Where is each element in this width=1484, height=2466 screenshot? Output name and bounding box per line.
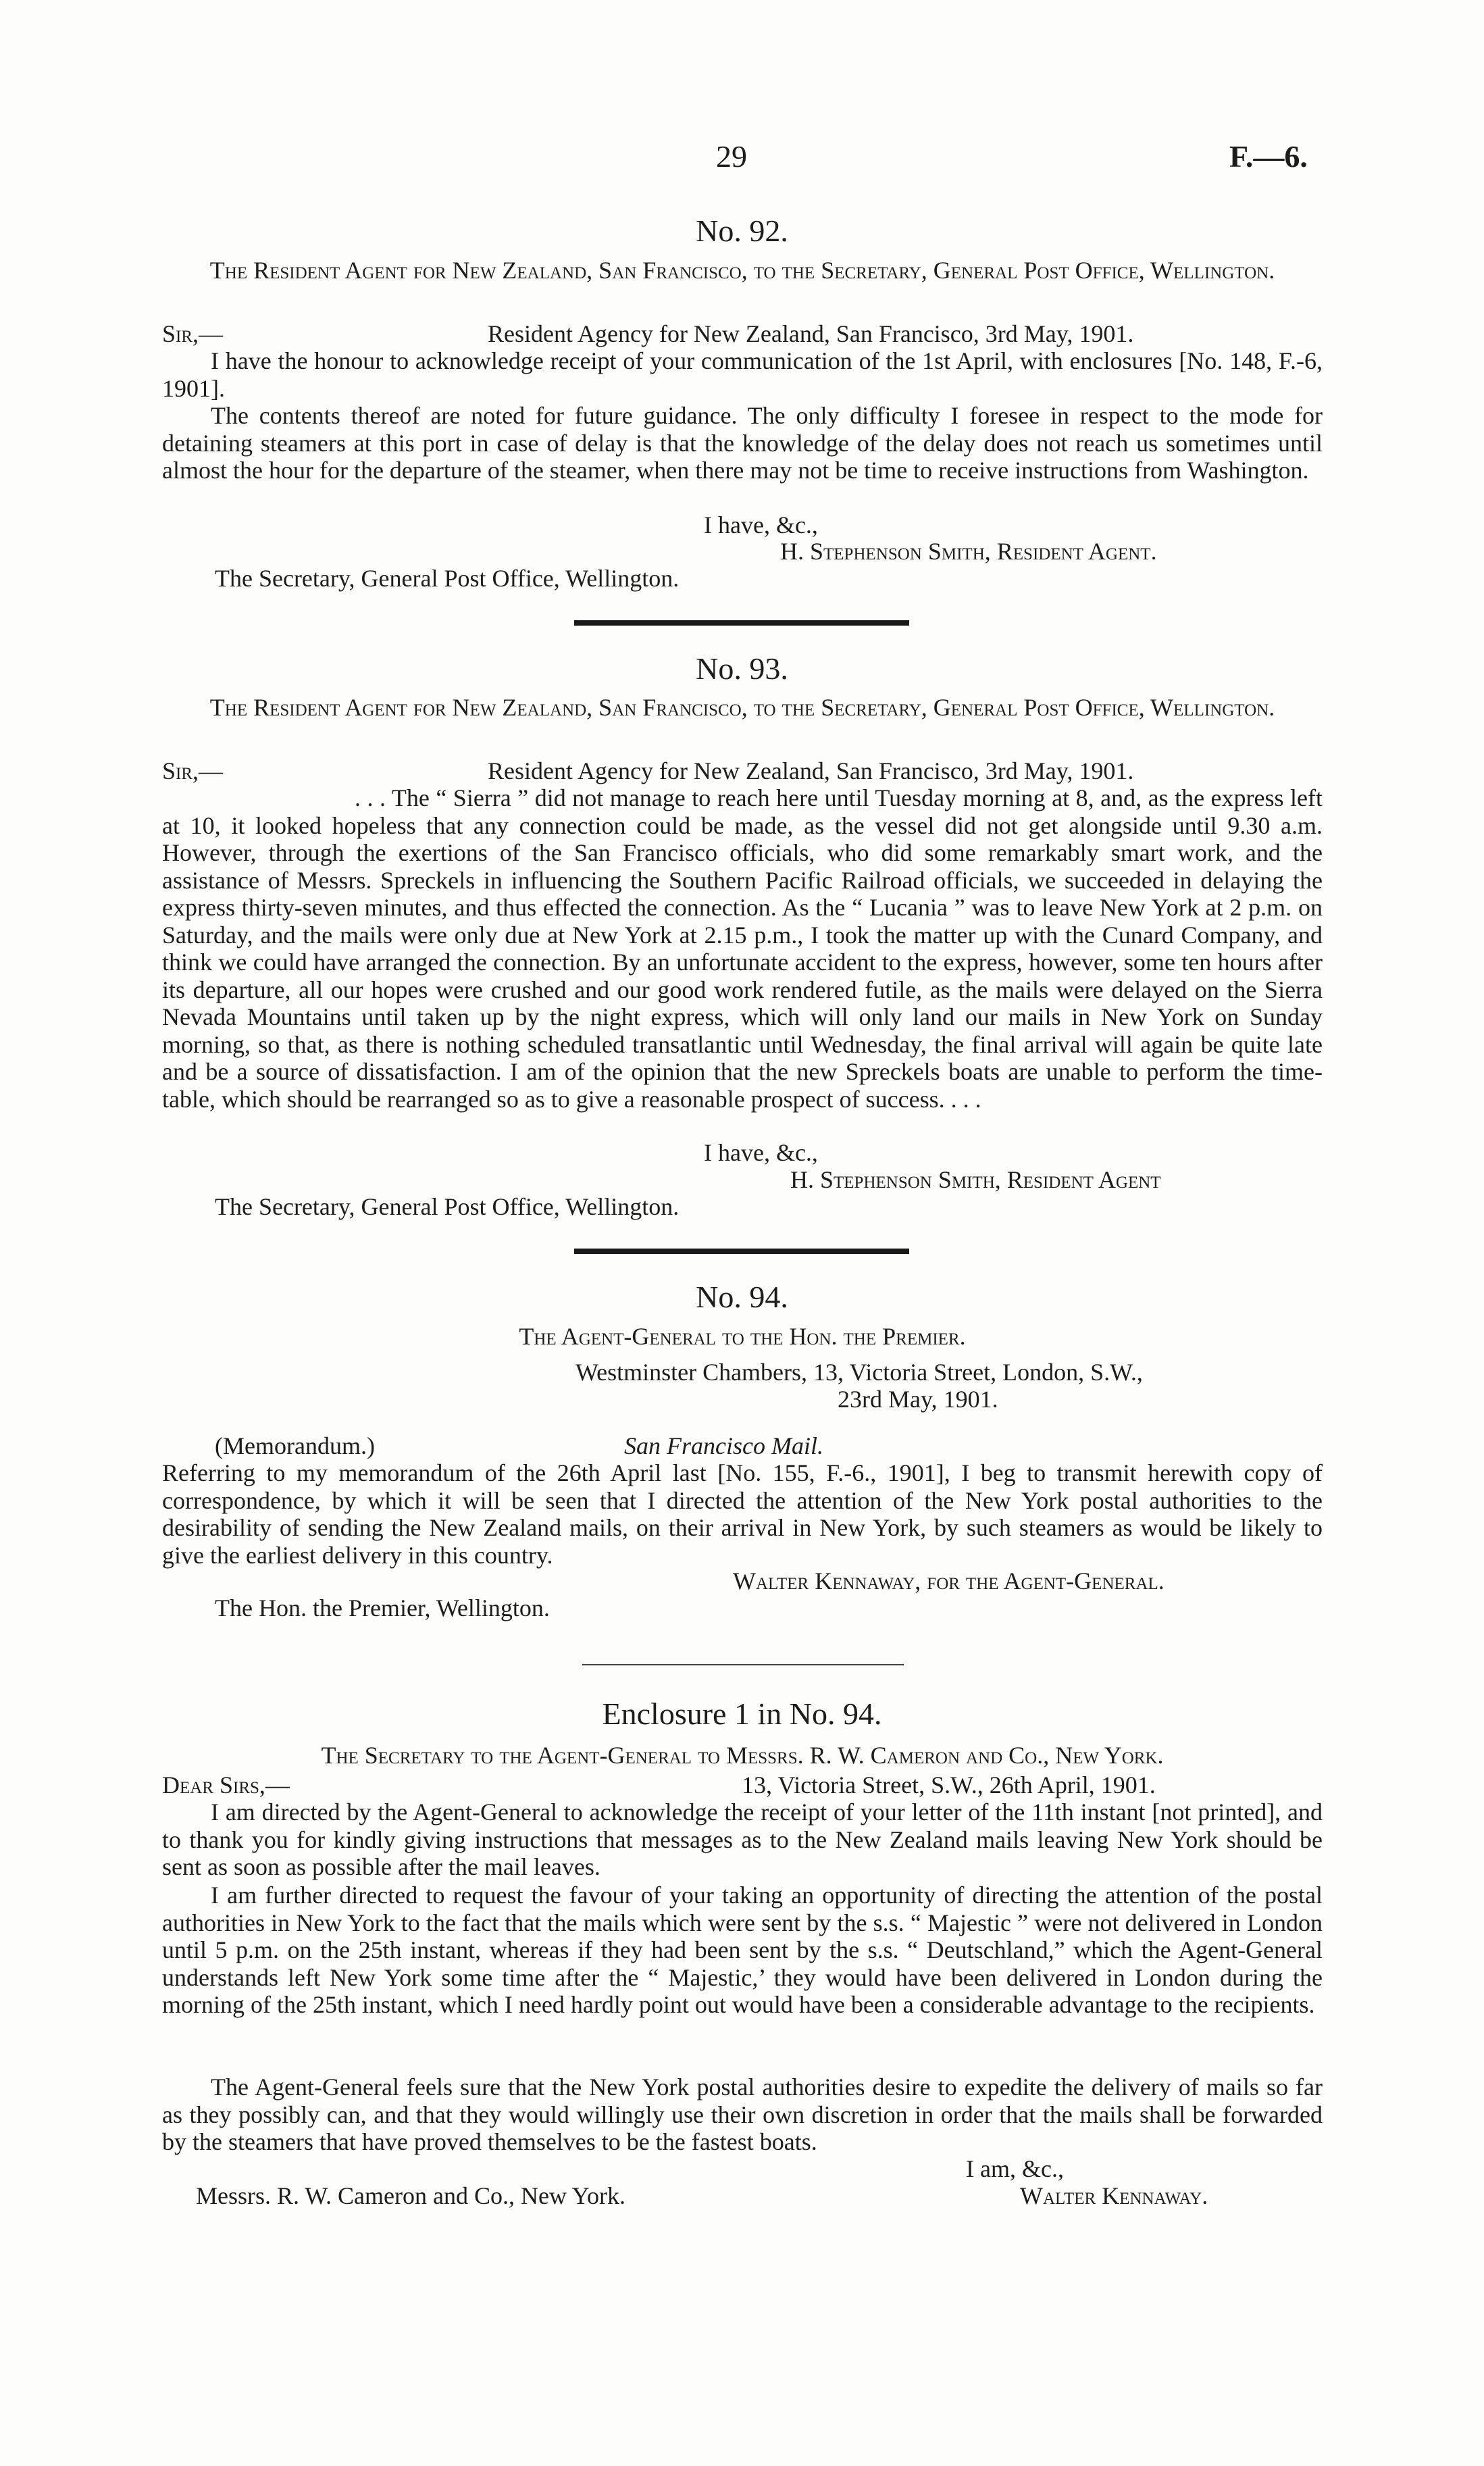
addressee: The Secretary, General Post Office, Wellington.	[215, 565, 680, 592]
dateline: 13, Victoria Street, S.W., 26th April, 1901.	[742, 1771, 1156, 1798]
paragraph: . . . The “ Sierra ” did not manage to reach here until Tuesday morning at 8, and, as the express left at 10, it looked hopeless that any connection could be made, as the vessel did not get alongside until 9.30 a.m. However, through the exertions of the San Francisco officials, who did some remarkably smart work, and the assistance of Messrs. Spreckels in influencing the Southern Pacific Railroad officials, we succeeded in delaying the express thirty-seven minutes, and thus effected the connection. As the “ Lucania ” was to leave New York at 2 p.m. on Saturday, and the mails were only due at New York at 2.15 p.m., I took the matter up with the Cunard Company, and think we could have arranged the connection. By an unfortunate accident to the express, however, some ten hours after its departure, all our hopes were crushed and our good work rendered futile, as the mails were delayed on the Sierra Nevada Mountains until taken up by the night express, which will only land our mails in New York on Sunday morning, so that, as there is nothing scheduled transatlantic until Wednesday, the final arrival will again be quite late and be a source of dissatisfaction. I am of the opinion that the new Spreckels boats are unable to perform the time-table, which should be rearranged so as to give a reasonable prospect of success. . . .	[162, 784, 1323, 1113]
addressee: The Hon. the Premier, Wellington.	[215, 1594, 550, 1621]
letter-title	[162, 1323, 1323, 1351]
addressee: The Secretary, General Post Office, Wellington.	[215, 1193, 680, 1220]
address-date: 23rd May, 1901.	[838, 1386, 998, 1413]
closing: I am, &c.,	[966, 2155, 1064, 2182]
paragraph: The contents thereof are noted for future guidance. The only difficulty I foresee in respect to the mode for detaining steamers at this port in case of delay is that the knowledge of the delay does not reach us sometimes until almost the hour for the departure of the steamer, when there may not be time to receive instructions from Washington.	[162, 402, 1323, 484]
memo-label: (Memorandum.)	[215, 1432, 375, 1459]
letter-heading: No. 94.	[696, 1280, 788, 1314]
section-divider	[574, 1249, 909, 1254]
salutation: Sir,—	[162, 757, 224, 784]
salutation: Sir,—	[162, 320, 224, 347]
section-divider	[574, 620, 909, 626]
letter-title-text: The Resident Agent for New Zealand, San Francisco, to the Secretary, General Post Office, Wellington.	[209, 694, 1275, 721]
letter-title-text: The Agent-General to the Hon. the Premier.	[519, 1323, 966, 1350]
document-code: F.—6.	[1229, 139, 1308, 174]
signature: H. Stephenson Smith, Resident Agent	[790, 1166, 1161, 1193]
address-line: Westminster Chambers, 13, Victoria Street, London, S.W.,	[575, 1359, 1143, 1386]
signature: H. Stephenson Smith, Resident Agent.	[780, 538, 1157, 565]
letter-title	[162, 257, 1323, 284]
closing: I have, &c.,	[704, 1139, 818, 1166]
closing: I have, &c.,	[704, 511, 818, 538]
addressee: Messrs. R. W. Cameron and Co., New York.	[196, 2182, 626, 2209]
dateline: Resident Agency for New Zealand, San Francisco, 3rd May, 1901.	[488, 757, 1134, 784]
letter-title	[162, 1742, 1323, 1769]
signature: Walter Kennaway, for the Agent-General.	[733, 1567, 1165, 1594]
enclosure-heading: Enclosure 1 in No. 94.	[602, 1696, 882, 1731]
salutation: Dear Sirs,—	[162, 1771, 290, 1798]
paragraph: Referring to my memorandum of the 26th April last [No. 155, F.-6., 1901], I beg to transmit herewith copy of correspondence, by which it will be seen that I directed the attention of the New York postal authorities to the desirability of sending the New Zealand mails, on their arrival in New York, by such steamers as would be likely to give the earliest delivery in this country.	[162, 1459, 1323, 1569]
letter-title-text: The Resident Agent for New Zealand, San Francisco, to the Secretary, General Post Office, Wellington.	[209, 257, 1275, 284]
paragraph: I am further directed to request the favour of your taking an opportunity of directing the attention of the postal authorities in New York to the fact that the mails which were sent by the s.s. “ Majestic ” were not delivered in London until 5 p.m. on the 25th instant, whereas if they had been sent by the s.s. “ Deutschland,” which the Agent-General understands left New York some time after the “ Majestic,’ they would have been delivered in London during the morning of the 25th instant, which I need hardly point out would have been a considerable advantage to the recipients.	[162, 1882, 1323, 2018]
page-number: 29	[716, 139, 747, 174]
paragraph: The Agent-General feels sure that the New York postal authorities desire to expedite the delivery of mails so far as they possibly can, and that they would willingly use their own discretion in order that the mails shall be forwarded by the steamers that have proved themselves to be the fastest boats.	[162, 2073, 1323, 2155]
paragraph: I have the honour to acknowledge receipt of your communication of the 1st April, with enclosures [No. 148, F.-6, 1901].	[162, 347, 1323, 402]
paragraph: I am directed by the Agent-General to acknowledge the receipt of your letter of the 11th instant [not printed], and to thank you for kindly giving instructions that messages as to the New Zealand mails leaving New York should be sent as soon as possible after the mail leaves.	[162, 1798, 1323, 1880]
letter-heading: No. 93.	[696, 651, 788, 686]
section-divider	[582, 1664, 904, 1665]
letter-title-text: The Secretary to the Agent-General to Messrs. R. W. Cameron and Co., New York.	[321, 1742, 1164, 1769]
letter-title	[162, 694, 1323, 722]
letter-heading: No. 92.	[696, 213, 788, 248]
signature: Walter Kennaway.	[1020, 2182, 1208, 2209]
dateline: Resident Agency for New Zealand, San Francisco, 3rd May, 1901.	[488, 320, 1134, 347]
memo-subject: San Francisco Mail.	[624, 1432, 823, 1459]
